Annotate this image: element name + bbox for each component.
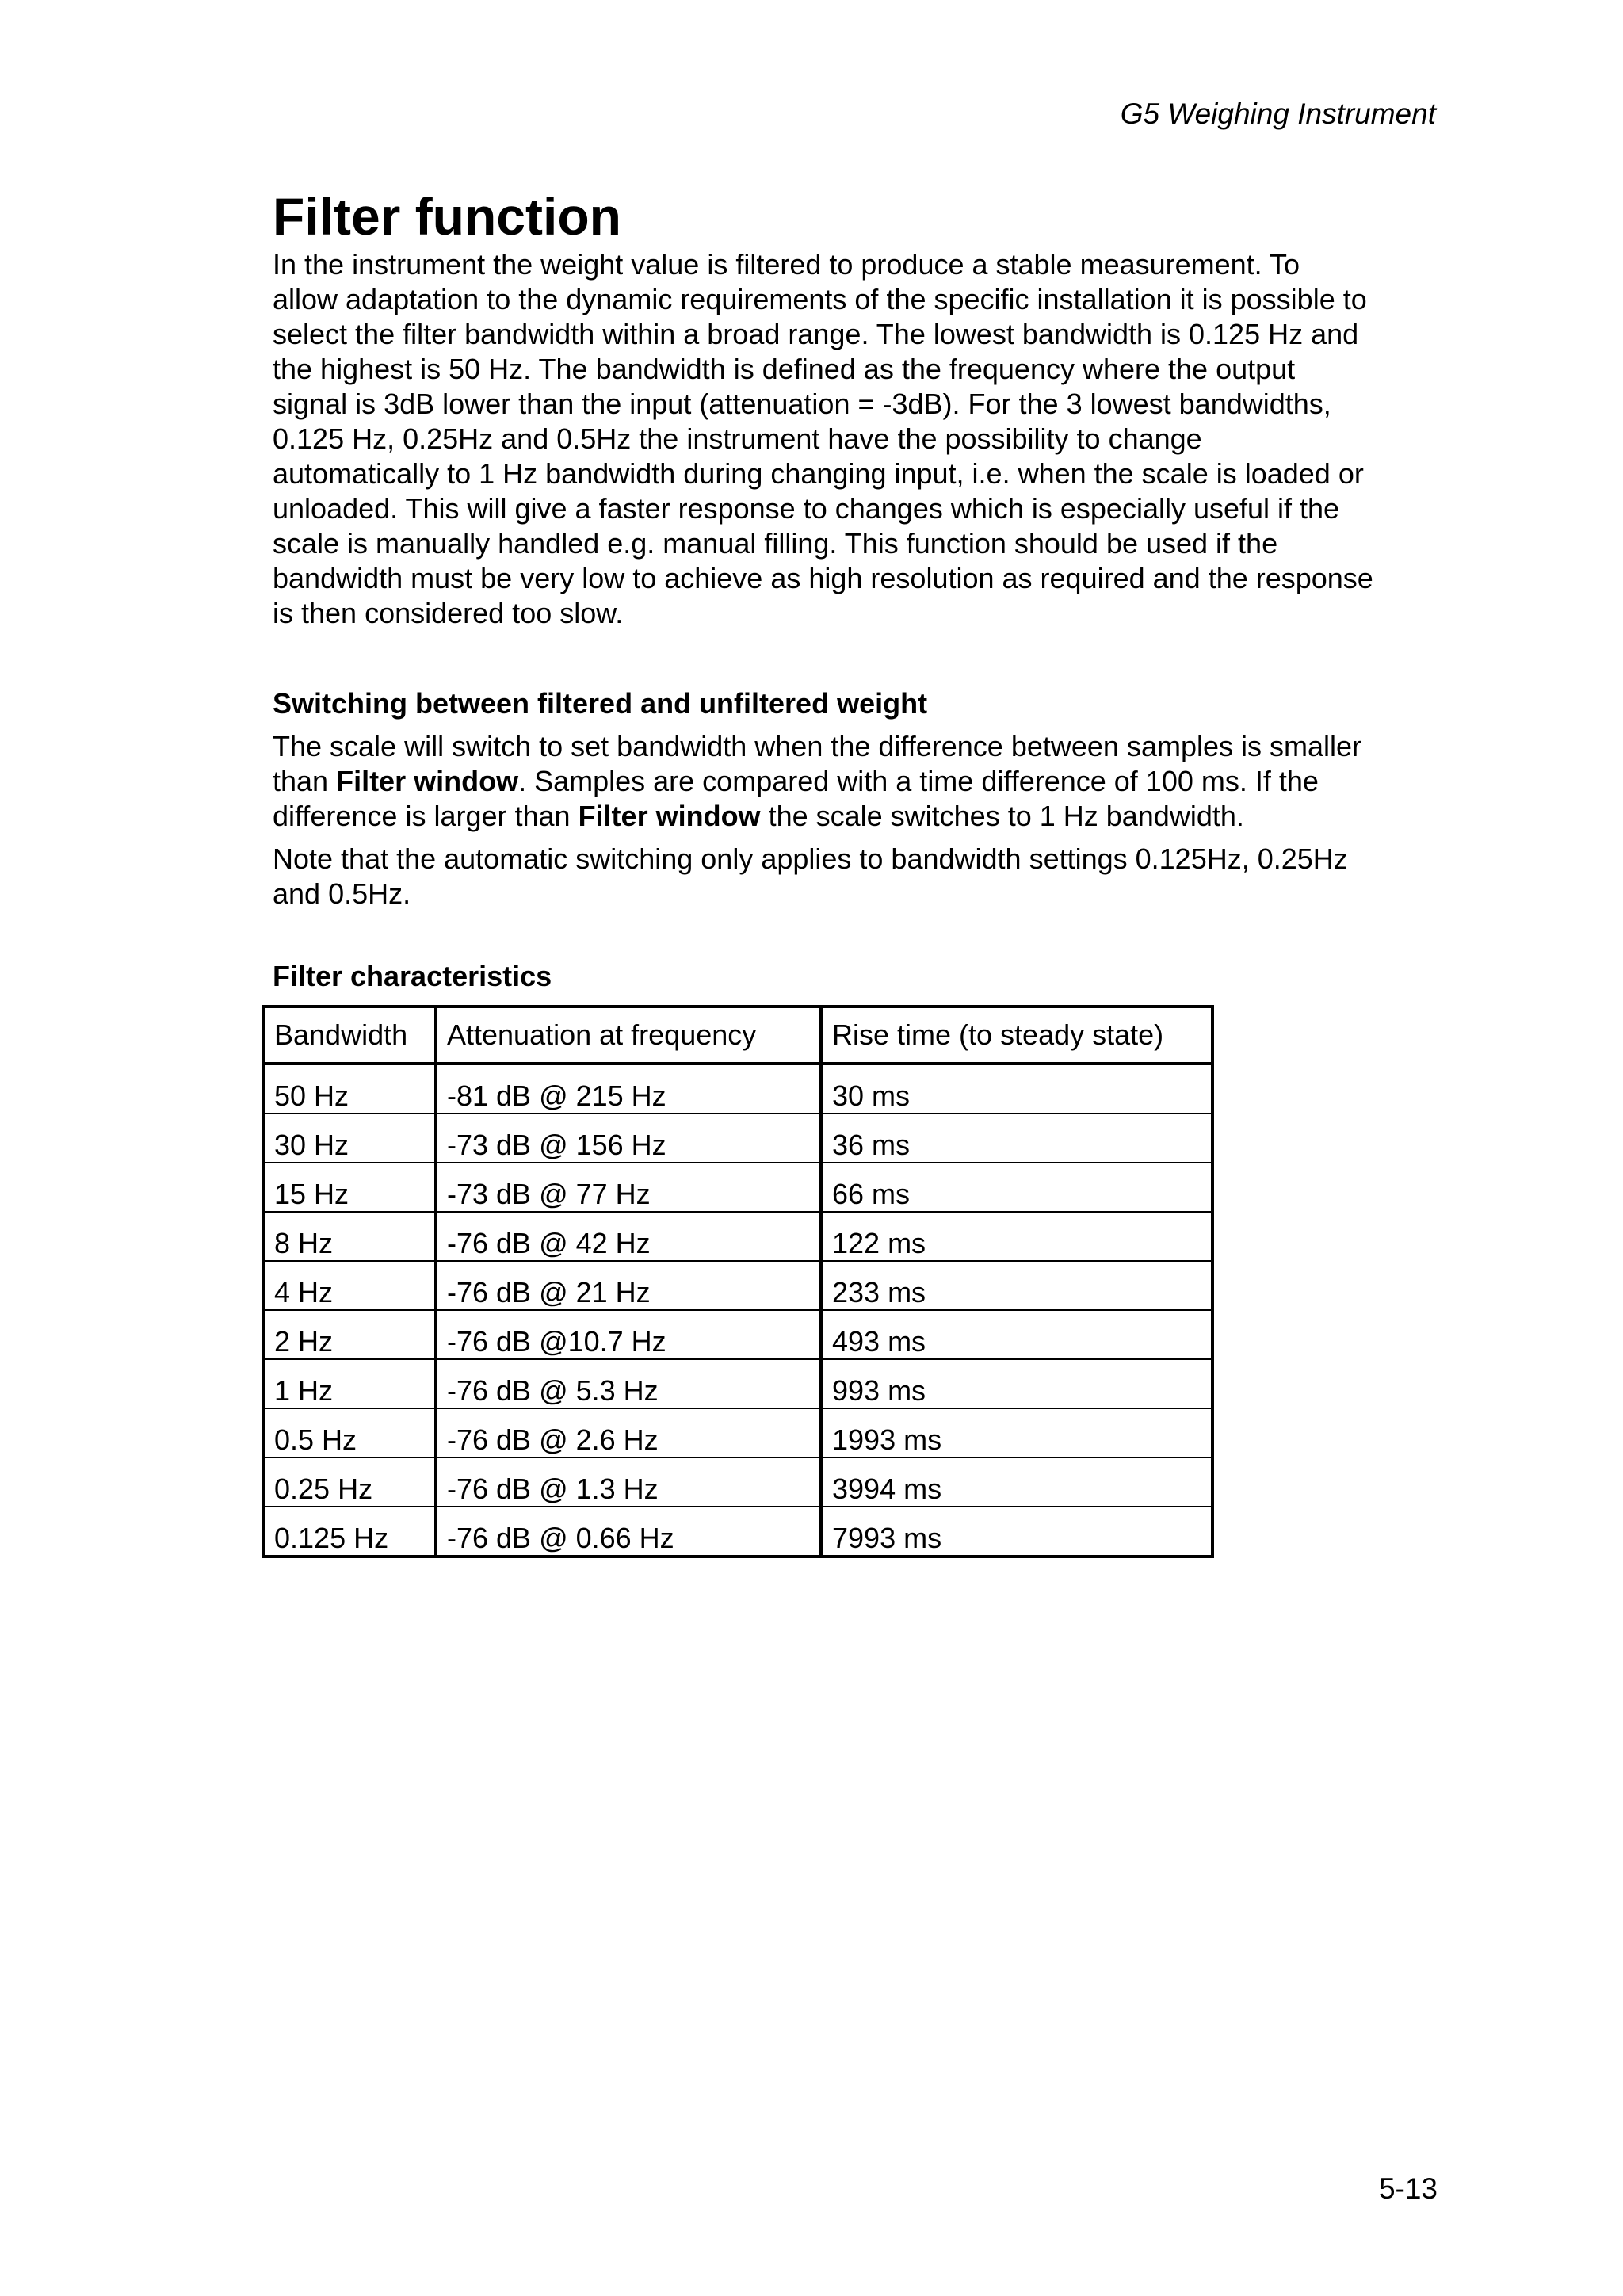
switching-heading: Switching between filtered and unfiltered weight	[273, 687, 928, 720]
table-row	[263, 1064, 1212, 1114]
intro-line: select the filter bandwidth within a broad range. The lowest bandwidth is 0.125 Hz and	[273, 318, 1359, 350]
running-header: G5 Weighing Instrument	[1120, 97, 1436, 130]
cell-attenuation: -73 dB @ 77 Hz	[436, 1163, 821, 1212]
cell-rise-time: 66 ms	[821, 1163, 1212, 1212]
cell-bandwidth: 0.125 Hz	[263, 1507, 436, 1557]
table-row	[263, 1212, 1212, 1261]
cell-bandwidth: 1 Hz	[263, 1359, 436, 1408]
cell-rise-time: 7993 ms	[821, 1507, 1212, 1557]
cell-rise-time: 3994 ms	[821, 1457, 1212, 1507]
filter-function-section	[273, 187, 1445, 631]
note-paragraph	[273, 842, 1445, 911]
cell-attenuation: -76 dB @ 2.6 Hz	[436, 1408, 821, 1457]
filter-window-term: Filter window	[336, 765, 519, 797]
intro-line: the highest is 50 Hz. The bandwidth is defined as the frequency where the output	[273, 353, 1296, 385]
intro-line: In the instrument the weight value is filtered to produce a stable measurement. To	[273, 248, 1300, 281]
cell-bandwidth: 2 Hz	[263, 1310, 436, 1359]
cell-attenuation: -76 dB @10.7 Hz	[436, 1310, 821, 1359]
switching-line	[273, 764, 1445, 799]
cell-bandwidth: 0.5 Hz	[263, 1408, 436, 1457]
table-row	[263, 1408, 1212, 1457]
table-row	[263, 1261, 1212, 1310]
switching-paragraph	[273, 729, 1445, 834]
cell-rise-time: 233 ms	[821, 1261, 1212, 1310]
cell-bandwidth: 4 Hz	[263, 1261, 436, 1310]
cell-bandwidth: 50 Hz	[263, 1064, 436, 1114]
table-row	[263, 1114, 1212, 1163]
column-header-bandwidth: Bandwidth	[263, 1007, 436, 1064]
cell-attenuation: -76 dB @ 5.3 Hz	[436, 1359, 821, 1408]
cell-rise-time: 1993 ms	[821, 1408, 1212, 1457]
intro-line: 0.125 Hz, 0.25Hz and 0.5Hz the instrument have the possibility to change	[273, 422, 1202, 455]
table-row	[263, 1310, 1212, 1359]
intro-line: allow adaptation to the dynamic requirements of the specific installation it is possible to	[273, 283, 1367, 315]
text-span: . Samples are compared with a time difference of 100 ms. If the	[518, 765, 1319, 797]
table-header-row	[263, 1007, 1212, 1064]
intro-line: scale is manually handled e.g. manual filling. This function should be used if the	[273, 527, 1278, 560]
note-line: Note that the automatic switching only applies to bandwidth settings 0.125Hz, 0.25Hz	[273, 842, 1348, 875]
cell-attenuation: -73 dB @ 156 Hz	[436, 1114, 821, 1163]
page-number: 5-13	[1378, 2172, 1438, 2205]
filter-window-term: Filter window	[578, 800, 761, 832]
cell-rise-time: 30 ms	[821, 1064, 1212, 1114]
cell-bandwidth: 8 Hz	[263, 1212, 436, 1261]
cell-attenuation: -76 dB @ 21 Hz	[436, 1261, 821, 1310]
intro-line: bandwidth must be very low to achieve as high resolution as required and the response	[273, 562, 1373, 594]
text-span: the scale switches to 1 Hz bandwidth.	[760, 800, 1244, 832]
cell-attenuation: -76 dB @ 1.3 Hz	[436, 1457, 821, 1507]
cell-rise-time: 122 ms	[821, 1212, 1212, 1261]
filter-characteristics-table	[262, 1005, 1214, 1558]
page-title: Filter function	[273, 187, 621, 246]
intro-paragraph	[273, 247, 1445, 631]
cell-bandwidth: 30 Hz	[263, 1114, 436, 1163]
cell-rise-time: 993 ms	[821, 1359, 1212, 1408]
switching-line	[273, 799, 1445, 834]
cell-attenuation: -76 dB @ 0.66 Hz	[436, 1507, 821, 1557]
table-row	[263, 1507, 1212, 1557]
table-row	[263, 1163, 1212, 1212]
cell-rise-time: 36 ms	[821, 1114, 1212, 1163]
intro-line: is then considered too slow.	[273, 597, 624, 629]
cell-rise-time: 493 ms	[821, 1310, 1212, 1359]
cell-bandwidth: 15 Hz	[263, 1163, 436, 1212]
intro-line: unloaded. This will give a faster response to changes which is especially useful if the	[273, 492, 1340, 525]
switching-line: The scale will switch to set bandwidth when the difference between samples is smaller	[273, 730, 1362, 762]
note-line: and 0.5Hz.	[273, 877, 411, 910]
intro-line: automatically to 1 Hz bandwidth during changing input, i.e. when the scale is loaded or	[273, 457, 1364, 490]
text-span: difference is larger than	[273, 800, 579, 832]
text-span: than	[273, 765, 337, 797]
table-row	[263, 1457, 1212, 1507]
column-header-attenuation: Attenuation at frequency	[436, 1007, 821, 1064]
table-row	[263, 1359, 1212, 1408]
switching-section	[273, 686, 1445, 911]
cell-bandwidth: 0.25 Hz	[263, 1457, 436, 1507]
cell-attenuation: -81 dB @ 215 Hz	[436, 1064, 821, 1114]
filter-table-title: Filter characteristics	[273, 960, 552, 992]
cell-attenuation: -76 dB @ 42 Hz	[436, 1212, 821, 1261]
intro-line: signal is 3dB lower than the input (attenuation = -3dB). For the 3 lowest bandwidths,	[273, 388, 1331, 420]
column-header-rise-time: Rise time (to steady state)	[821, 1007, 1212, 1064]
